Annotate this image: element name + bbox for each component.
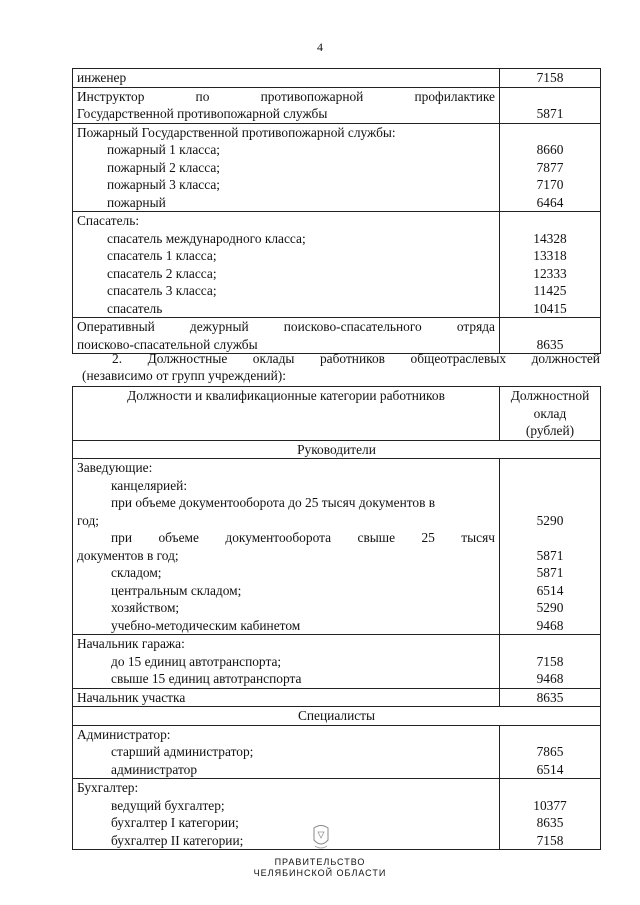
coat-of-arms-seal-icon: [310, 822, 332, 852]
word: 25: [421, 530, 435, 545]
salary-value: 8635: [536, 815, 564, 830]
salary-value: 8660: [536, 142, 564, 157]
position-text: администратор: [111, 761, 198, 777]
footer-line: ЧЕЛЯБИНСКОЙ ОБЛАСТИ: [253, 868, 387, 878]
salary-value: 9468: [536, 617, 564, 633]
salary-value: 7158: [536, 653, 564, 669]
word: документооборота: [225, 530, 332, 545]
table-row: [73, 779, 601, 850]
position-text: до 15 единиц автотранспорта;: [111, 653, 282, 669]
position-text: учебно-методическим кабинетом: [111, 617, 301, 633]
paragraph-word: общеотраслевых: [410, 351, 507, 366]
word: объеме: [158, 530, 199, 545]
position-text: центральным складом;: [111, 582, 242, 598]
header-positions: Должности и квалификационные категории работников: [73, 387, 500, 441]
position-group-title: Администратор:: [77, 726, 171, 742]
position-text: ведущий бухгалтер;: [111, 797, 225, 813]
position-cell: [73, 635, 500, 689]
position-text: канцелярией:: [111, 477, 188, 493]
position-group-title: Спасатель:: [77, 213, 140, 228]
salary-cell: 8635: [500, 318, 601, 354]
salary-value: 14328: [533, 230, 567, 246]
position-text: год;: [77, 512, 100, 528]
position-cell: [73, 123, 500, 212]
paragraph-line-1: [82, 350, 600, 367]
table-row: [73, 318, 601, 354]
header-salary: [500, 387, 601, 441]
table-row: [73, 635, 601, 689]
position-cell: [73, 87, 500, 123]
paragraph-word: Должностные: [147, 351, 228, 366]
position-text: Инструктор по противопожарной профилактике: [77, 88, 495, 104]
position-cell: [73, 779, 500, 850]
salary-value: 7877: [536, 159, 564, 175]
salary-table-2: [72, 386, 601, 850]
position-text: спасатель международного класса;: [107, 230, 306, 246]
position-group-title: Бухгалтер:: [77, 780, 139, 795]
table-header-row: [73, 387, 601, 441]
salary-value: 5871: [536, 547, 564, 563]
salary-value: 13318: [533, 248, 567, 263]
salary-value: 12333: [533, 265, 567, 281]
position-cell: инженер: [73, 69, 500, 88]
position-cell: Начальник участка: [73, 688, 500, 707]
footer-issuer: [0, 857, 640, 879]
position-text: пожарный 1 класса;: [107, 142, 220, 157]
table-row: [73, 212, 601, 318]
salary-cell: [500, 212, 601, 318]
table-row: [73, 688, 601, 707]
table-row: [73, 459, 601, 635]
position-text: при объеме документооборота до 25 тысяч документов в: [111, 495, 436, 510]
paragraph-word: работников: [319, 351, 385, 366]
salary-value: 5290: [536, 512, 564, 528]
position-text: спасатель 1 класса;: [107, 248, 217, 263]
section-paragraph: [82, 350, 600, 384]
page-number: 4: [317, 40, 323, 54]
salary-value: 7170: [536, 177, 564, 192]
section-heading-row: [73, 707, 601, 726]
salary-value: 7158: [536, 832, 564, 848]
position-group-title: Пожарный Государственной противопожарной службы:: [77, 124, 396, 140]
position-text: складом;: [111, 565, 162, 580]
word: свыше: [357, 530, 396, 545]
position-cell: [73, 459, 500, 635]
position-text: старший администратор;: [111, 744, 254, 759]
salary-cell: [500, 123, 601, 212]
salary-value: 10415: [533, 300, 567, 316]
salary-value: 11425: [533, 283, 567, 298]
paragraph-word: 2.: [112, 351, 123, 366]
salary-cell: 8635: [500, 688, 601, 707]
salary-value: 6514: [536, 582, 564, 598]
spacer: [504, 529, 596, 547]
position-text: пожарный 2 класса;: [107, 159, 220, 175]
header-salary-line: оклад: [533, 405, 567, 421]
section-heading-row: [73, 440, 601, 459]
position-text: бухгалтер II категории;: [111, 832, 244, 848]
salary-value: 6464: [536, 194, 564, 210]
position-cell: [73, 725, 500, 779]
position-text: пожарный: [107, 194, 166, 210]
table-row: [73, 725, 601, 779]
position-text: спасатель: [107, 300, 163, 316]
salary-cell: 7158: [500, 69, 601, 88]
table-row: [73, 123, 601, 212]
footer-line: ПРАВИТЕЛЬСТВО: [274, 857, 366, 867]
header-salary-line: Должностной: [510, 388, 590, 403]
table-row: [73, 87, 601, 123]
word: тысяч: [461, 530, 495, 545]
salary-cell: [500, 635, 601, 689]
section-heading-specialists: Специалисты: [73, 707, 601, 726]
salary-value: 10377: [533, 797, 567, 813]
salary-cell: 5871: [500, 87, 601, 123]
salary-cell: [500, 459, 601, 635]
salary-value: 7865: [536, 744, 564, 759]
header-salary-line: (рублей): [525, 423, 575, 438]
salary-cell: [500, 725, 601, 779]
paragraph-word: должностей: [531, 351, 600, 366]
position-text: пожарный 3 класса;: [107, 177, 220, 192]
salary-value: 5290: [536, 600, 564, 615]
position-cell: [73, 318, 500, 354]
position-text-justified: [77, 529, 495, 547]
paragraph-line-2: (независимо от групп учреждений):: [82, 368, 286, 383]
position-text: Государственной противопожарной службы: [77, 106, 328, 121]
position-text: свыше 15 единиц автотранспорта: [111, 671, 302, 686]
table-row: [73, 69, 601, 88]
salary-value: 5871: [536, 565, 564, 580]
word: при: [111, 530, 133, 545]
position-group-title: Заведующие:: [77, 460, 153, 475]
salary-table-1: [72, 68, 601, 354]
position-text: Оперативный дежурный поисково-спасательного отряда: [77, 319, 495, 334]
salary-value: 9468: [536, 671, 564, 686]
position-text: хозяйством;: [111, 600, 180, 615]
salary-cell: [500, 779, 601, 850]
section-heading-managers: Руководители: [73, 440, 601, 459]
position-cell: [73, 212, 500, 318]
position-text: спасатель 2 класса;: [107, 265, 217, 281]
position-text: поисково-спасательной службы: [77, 336, 258, 352]
position-text: спасатель 3 класса;: [107, 283, 217, 298]
position-text: документов в год;: [77, 547, 179, 563]
position-group-title: Начальник гаража:: [77, 636, 185, 651]
paragraph-word: оклады: [252, 351, 295, 366]
salary-value: 6514: [536, 761, 564, 777]
position-text: бухгалтер I категории;: [111, 815, 239, 830]
